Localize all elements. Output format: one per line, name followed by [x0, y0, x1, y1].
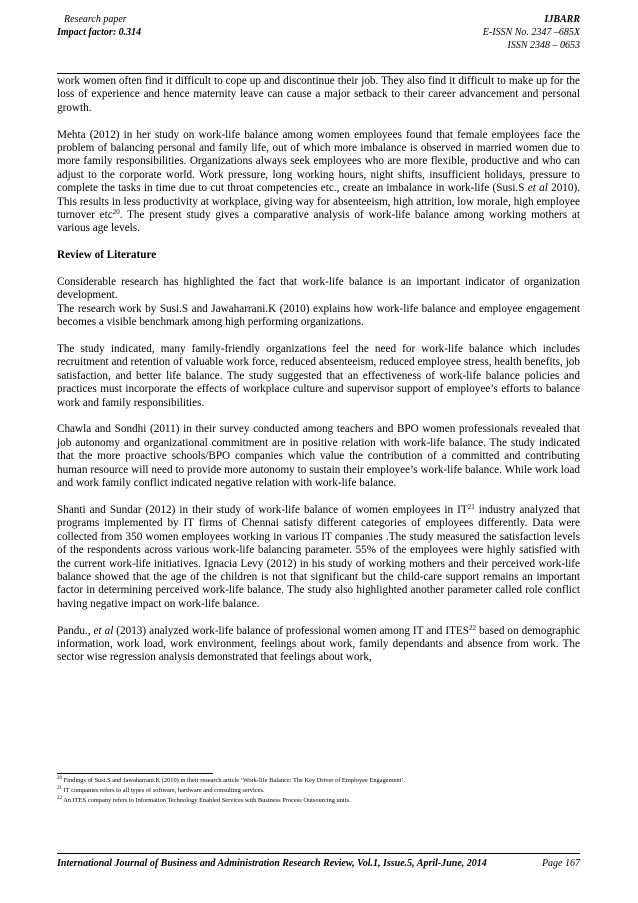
footnote-20 — [57, 776, 580, 785]
paragraph-susi: The research work by Susi.S and Jawaharrani.K (2010) explains how work-life balance and employee engagement becomes a visible benchmark among high performing organizations. — [57, 302, 580, 329]
paragraph-pandu-text-c: based on demographic information, work load, work environment, feelings about work, family dependants and absence from work. The sector wise regression analysis demonstrated that feelings about work, — [57, 624, 581, 664]
paragraph-mehta-text-c: . The present study gives a comparative analysis of work-life balance among working mothers at various age levels. — [57, 209, 580, 235]
footnote-text: An ITES company refers to Information Technology Enabled Services with Business Process Outsourcing units. — [62, 797, 351, 804]
paragraph-mehta — [57, 129, 580, 236]
paragraph-shanti-text-b: industry analyzed that programs implemented by IT firms of Chennai satisfy different categories of employees differently. Data were collected from 350 women employees working in various IT companies .The study measured the satisfaction levels of the respondents across various work-life balancing parameter. 55% of the employees were highly satisfied with the current work-life initiatives. Ignacia Levy (2012) in his study of working mothers and their perceived work-life balance showed that the age of the children is not that significant but the child-care support remains an important factor in determining perceived work-life balance. The study also highlighted another parameter called role conflict having negative impact on work-life balance. — [57, 503, 580, 610]
footnote-text: IT companies refers to all types of software, hardware and consulting services. — [62, 787, 265, 794]
paragraph-1: work women often find it difficult to cope up and discontinue their job. They also find it difficult to make up for the loss of experience and hence maternity leave can cause a major setback to their career advancement and personal growth. — [57, 75, 580, 114]
footer — [57, 857, 580, 870]
footnote-ref-22: 22 — [469, 623, 476, 632]
footnote-ref-21: 21 — [467, 502, 475, 511]
article-body — [57, 75, 580, 678]
footnote-number: 21 — [57, 786, 62, 791]
header-eissn: E-ISSN No. 2347 –685X — [482, 27, 580, 38]
paragraph-study-indicated: The study indicated, many family-friendly organizations feel the need for work-life balance which includes recruitment and retention of valuable work force, reduced absenteeism, reduced employee stress, health benefits, job satisfaction, and better life balance. The study suggested that an effectiveness of work-life balance policies and practices must incorporate the effects of workplace culture and supervisor support of employee’s efforts to balance work and family responsibilities. — [57, 343, 580, 409]
paragraph-pandu-text-b: (2013) analyzed work-life balance of professional women among IT and ITES — [113, 624, 469, 637]
header-issn: ISSN 2348 – 0653 — [507, 40, 580, 51]
footnote-number: 22 — [57, 796, 62, 801]
footnote-divider — [57, 773, 213, 774]
paragraph-mehta-text-a: Mehta (2012) in her study on work-life balance among women employees found that female employees face the problem of balancing personal and family life, out of which more imbalance is observed in married women due to more family responsibilities. Organizations always seek employees who are more flexible, productive and who can adjust to the corporate world. Work pressure, long working hours, night shifts, insufficient holidays, pressure to complete the tasks in time due to cut throat competencies etc., create an imbalance in work-life (Susi.S — [57, 128, 580, 195]
et-al: et al — [527, 182, 548, 195]
header-paper-type: Research paper — [64, 14, 127, 25]
paragraph-chawla: Chawla and Sondhi (2011) in their survey conducted among teachers and BPO women professionals revealed that job autonomy and organizational commitment are in positive relation with work-life balance. The study indicated that the more proactive schools/BPO companies which value the contribution of a committed and contributing human resource will need to provide more autonomy to sustain their employee’s work-life balance. While work load and work family conflict indicated negative relation with work-life balance. — [57, 423, 580, 490]
header-divider — [57, 73, 580, 74]
et-al: et al — [93, 624, 114, 637]
footer-divider — [57, 853, 580, 854]
footnote-22 — [57, 796, 580, 805]
footnote-21 — [57, 786, 580, 795]
section-heading-review: Review of Literature — [57, 249, 157, 262]
footer-journal-citation: International Journal of Business and Administration Research Review, Vol.1, Issue.5, April-June, 2014 — [57, 858, 487, 869]
footnote-ref-20: 20 — [112, 208, 120, 217]
page-number: Page 167 — [541, 858, 580, 869]
paragraph-pandu — [57, 625, 580, 665]
footnote-text: Findings of Susi.S and Jawaharrani.K (2010) in their research article ‘Work-life Balance: The Key Driver of Employee Engagement’. — [62, 777, 406, 784]
paragraph-pandu-text-a: Pandu., — [57, 624, 94, 637]
paragraph-review-intro: Considerable research has highlighted the fact that work-life balance is an important indicator of organization development. — [57, 276, 580, 302]
header-journal-code: IJBARR — [544, 14, 580, 25]
header-impact-factor: Impact factor: 0.314 — [57, 27, 142, 38]
footnote-number: 20 — [57, 776, 62, 781]
paragraph-mehta-text-b: 2010). This results in less productivity at workplace, giving way for absenteeism, high attrition, low morale, high employee turnover etc — [57, 182, 581, 222]
paragraph-shanti — [57, 504, 580, 611]
paragraph-shanti-text-a: Shanti and Sundar (2012) in their study of work-life balance of women employees in IT — [57, 503, 468, 516]
